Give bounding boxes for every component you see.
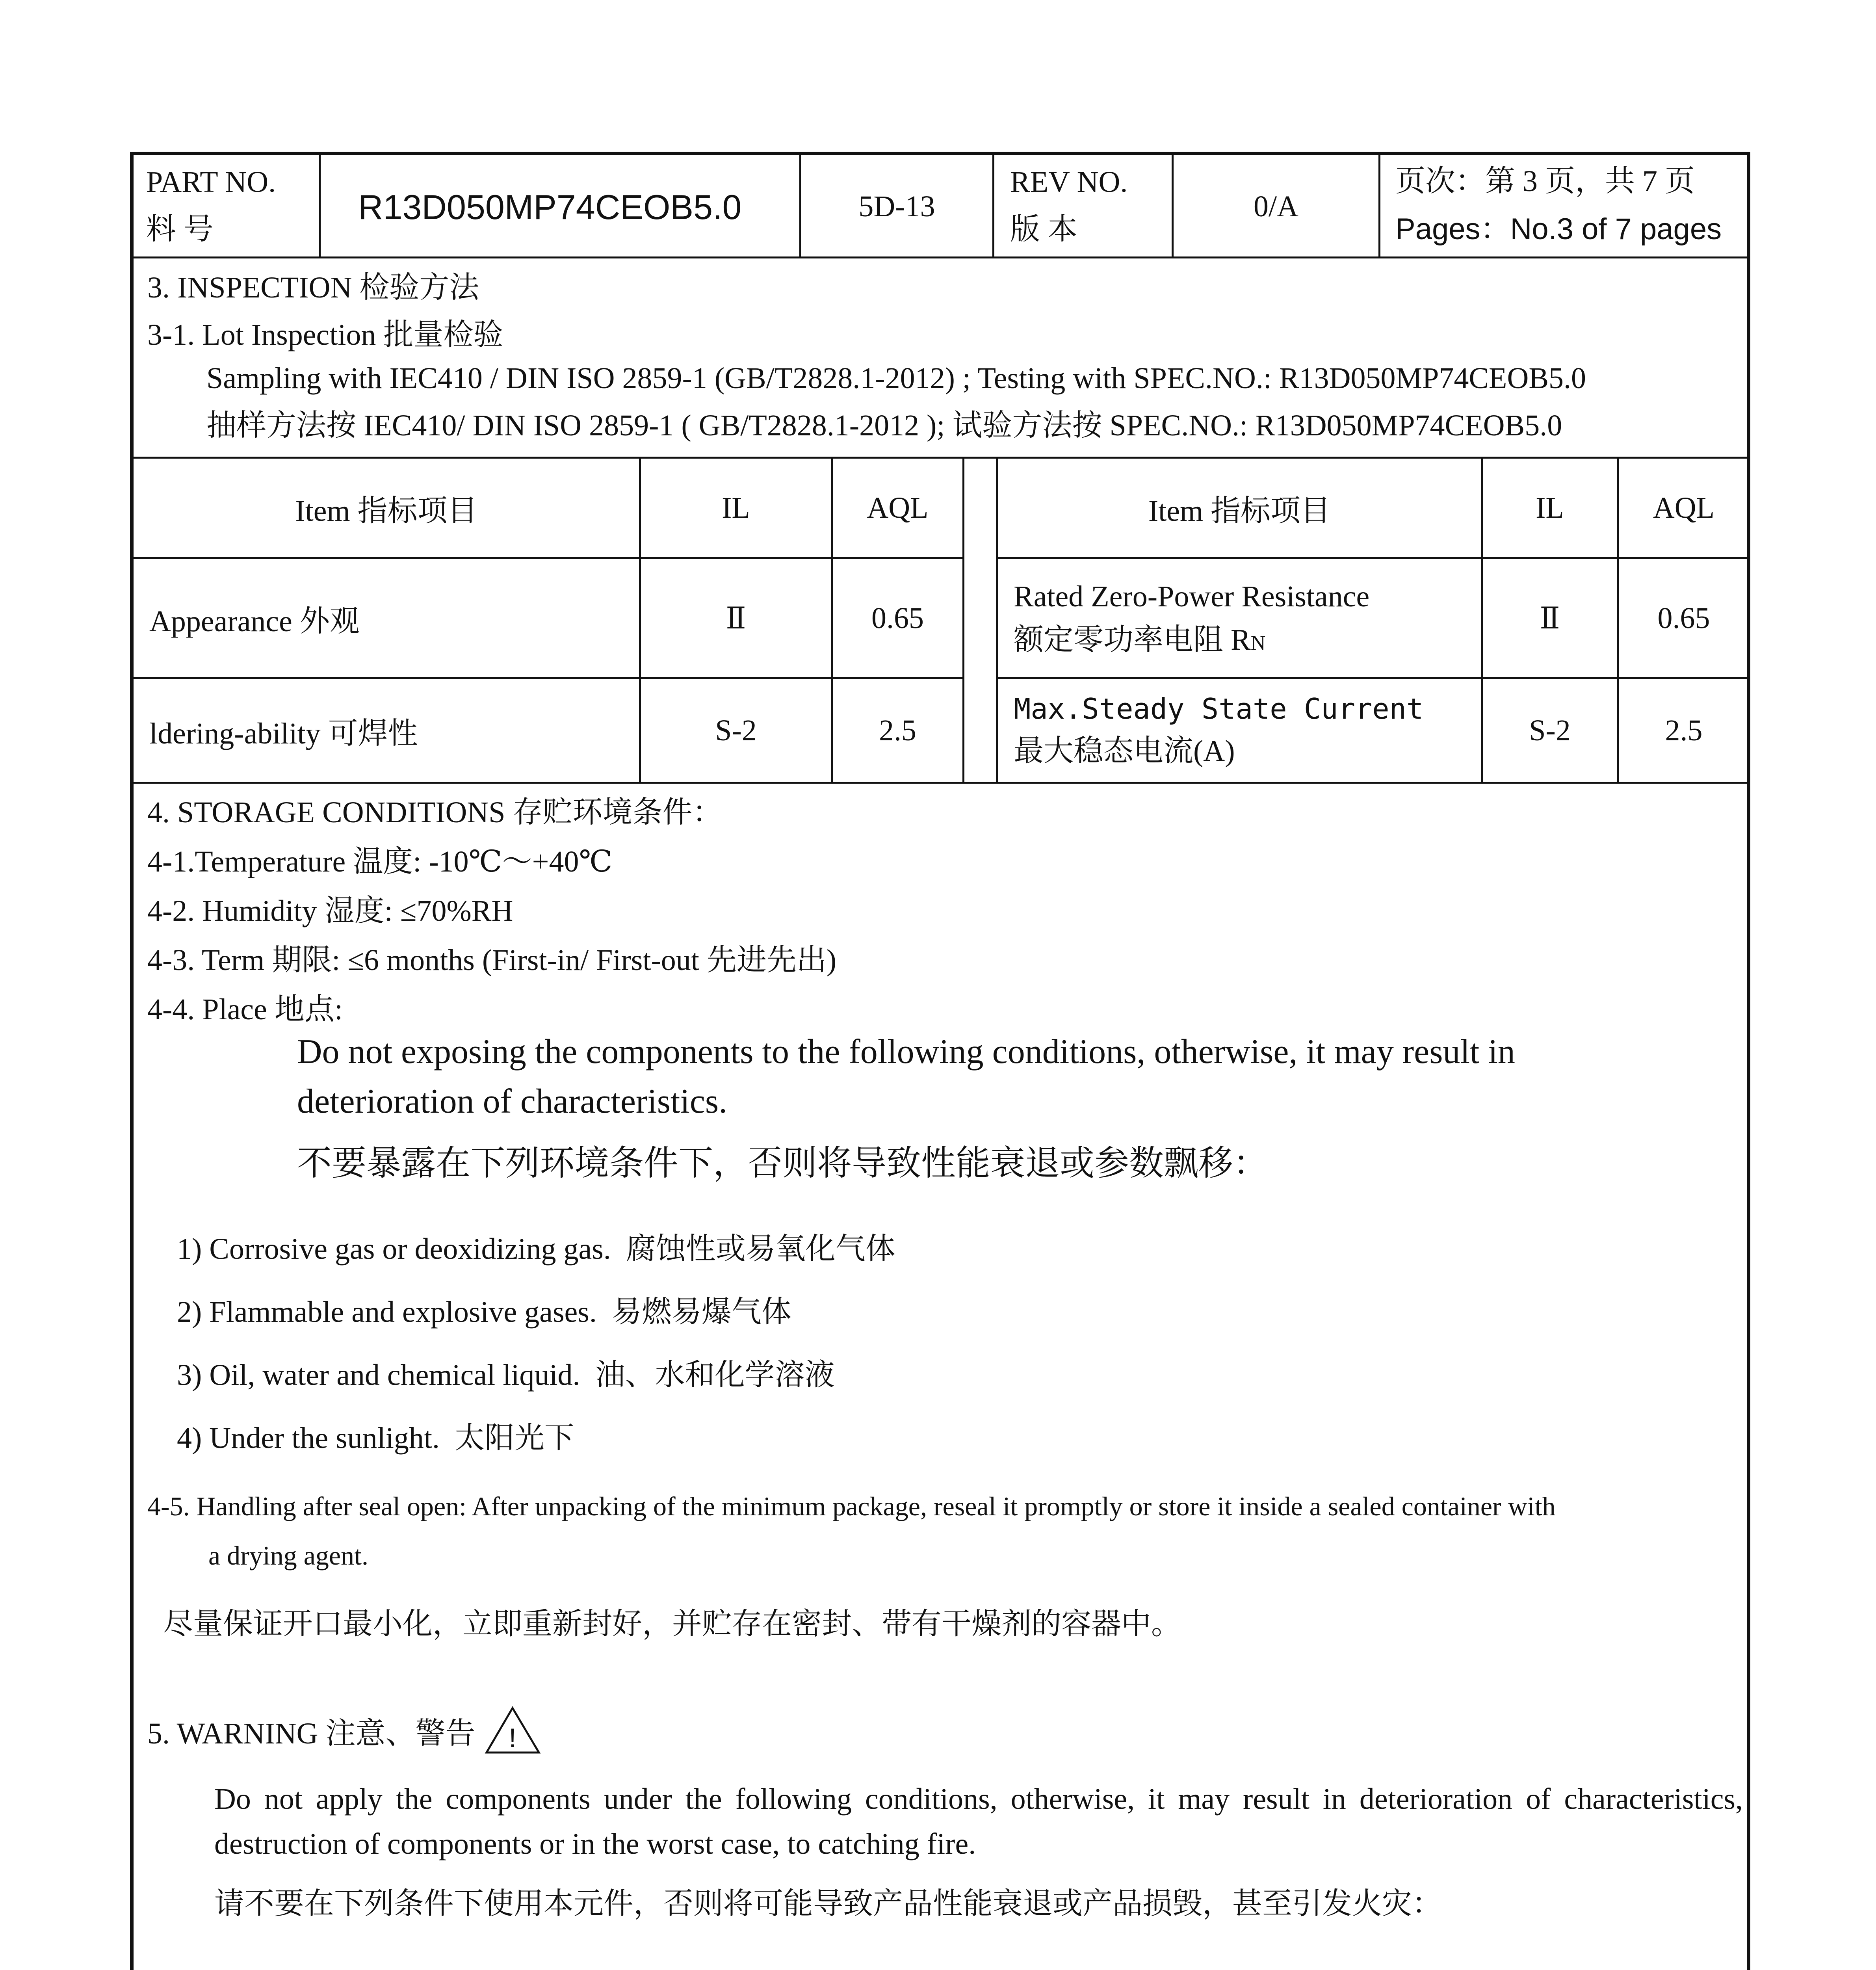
left-il-header: IL xyxy=(722,491,750,524)
handling-en-2: a drying agent. xyxy=(208,1541,368,1570)
handling-cn: 尽量保证开口最小化，立即重新封好，并贮存在密封、带有干燥剂的容器中。 xyxy=(163,1608,1181,1641)
rev-cell xyxy=(1174,155,1380,256)
table-row-aql: 0.65 xyxy=(871,601,924,635)
warning-title: 5. WARNING 注意、警告 xyxy=(147,1717,476,1750)
part-no-label-cell xyxy=(134,155,321,256)
rev-label-en: REV NO. xyxy=(1010,165,1128,199)
place-item-cn: 腐蚀性或易氧化气体 xyxy=(626,1232,895,1266)
place-item xyxy=(177,1234,895,1264)
part-no-value: R13D050MP74CEOB5.0 xyxy=(358,188,742,227)
table-row-aql: 0.65 xyxy=(1657,601,1710,635)
table-row-item: Appearance 外观 xyxy=(149,604,360,638)
item-name-en: Rated Zero-Power Resistance xyxy=(1014,580,1370,613)
table-row-item: ldering-ability 可焊性 xyxy=(149,717,418,750)
table-row-item xyxy=(998,559,1481,677)
place-item xyxy=(177,1423,574,1453)
table-row-il: S-2 xyxy=(1529,714,1571,747)
place-item-en: 3) Oil, water and chemical liquid. xyxy=(177,1359,580,1392)
right-aql-header: AQL xyxy=(1653,491,1715,524)
rev-label-cell xyxy=(994,155,1174,256)
handling-en: 4-5. Handling after seal open: After unpacking of the minimum package, reseal it promptly or store it inside a sealed container with xyxy=(147,1491,1556,1521)
place-item-en: 1) Corrosive gas or deoxidizing gas. xyxy=(177,1232,611,1266)
table-row-il: S-2 xyxy=(715,714,757,747)
item-name-en: Max.Steady State Current xyxy=(1014,692,1424,725)
place-item xyxy=(177,1297,791,1327)
place-note-en-1: Do not exposing the components to the following conditions, otherwise, it may result in xyxy=(297,1033,1515,1071)
item-name-cn-text: 额定零功率电阻 R xyxy=(1014,623,1251,656)
rev-label-cn: 版 本 xyxy=(1010,213,1077,246)
table-row-aql: 2.5 xyxy=(1665,714,1703,747)
storage-humidity: 4-2. Humidity 湿度: ≤70%RH xyxy=(147,894,513,927)
place-item-cn: 油、水和化学溶液 xyxy=(595,1359,835,1392)
doc-code-cell xyxy=(801,155,994,256)
pages-cn: 页次：第 3 页，共 7 页 xyxy=(1395,165,1695,198)
right-item-header: Item 指标项目 xyxy=(1148,494,1331,528)
inspection-table xyxy=(134,457,1747,784)
right-il-header: IL xyxy=(1536,491,1564,524)
doc-code: 5D-13 xyxy=(858,190,935,223)
storage-term: 4-3. Term 期限: ≤6 months (First-in/ First-out 先进先出) xyxy=(147,944,837,977)
inspection-title: 3. INSPECTION 检验方法 xyxy=(147,271,479,304)
warning-triangle-icon xyxy=(484,1706,541,1755)
part-no-label-en: PART NO. xyxy=(146,165,276,199)
table-row-aql: 2.5 xyxy=(879,714,916,747)
place-item-cn: 易燃易爆气体 xyxy=(611,1295,791,1329)
warning-symbol: ! xyxy=(509,1723,516,1753)
header-table xyxy=(134,155,1747,258)
left-item-header: Item 指标项目 xyxy=(295,494,477,528)
table-row-il: Ⅱ xyxy=(1540,602,1560,635)
table-row-item xyxy=(998,679,1481,782)
warning-note-en: Do not apply the components under the following conditions, otherwise, it may result in deterioration of characteristics, destruction of components or in the worst case, to catching fire. xyxy=(214,1782,1743,1860)
pages-en: Pages：No.3 of 7 pages xyxy=(1395,212,1722,246)
place-item xyxy=(177,1360,835,1390)
sampling-cn: 抽样方法按 IEC410/ DIN ISO 2859-1 ( GB/T2828.1-2012 ); 试验方法按 SPEC.NO.: R13D050MP74CEOB5.0 xyxy=(206,409,1562,442)
part-no-label-cn: 料 号 xyxy=(146,213,214,246)
place-note-en-2: deterioration of characteristics. xyxy=(297,1082,728,1121)
sampling-en: Sampling with IEC410 / DIN ISO 2859-1 (GB/T2828.1-2012) ; Testing with SPEC.NO.: R13D050MP74CEOB5.0 xyxy=(206,362,1586,395)
place-item-cn: 太阳光下 xyxy=(455,1422,575,1455)
item-name-cn: 最大稳态电流(A) xyxy=(1014,734,1235,768)
item-name-cn xyxy=(1014,618,1265,662)
storage-place: 4-4. Place 地点: xyxy=(147,993,343,1026)
lot-inspection-title: 3-1. Lot Inspection 批量检验 xyxy=(147,318,503,351)
warning-note-cn: 请不要在下列条件下使用本元件，否则将可能导致产品性能衰退或产品损毁，甚至引发火灾： xyxy=(214,1887,1442,1920)
storage-temperature: 4-1.Temperature 温度: -10℃～+40℃ xyxy=(147,845,613,878)
place-item-en: 4) Under the sunlight. xyxy=(177,1422,440,1455)
left-aql-header: AQL xyxy=(867,491,929,524)
place-item-en: 2) Flammable and explosive gases. xyxy=(177,1295,597,1329)
document-frame xyxy=(130,152,1750,1970)
pages-cell xyxy=(1380,155,1749,256)
place-note-cn: 不要暴露在下列环境条件下，否则将导致性能衰退或参数飘移： xyxy=(297,1145,1268,1183)
table-row-il: Ⅱ xyxy=(726,602,746,635)
storage-title: 4. STORAGE CONDITIONS 存贮环境条件： xyxy=(147,796,723,829)
rev-value: 0/A xyxy=(1254,190,1298,223)
part-no-cell xyxy=(321,155,801,256)
item-name-subscript: N xyxy=(1250,632,1266,654)
table-divider xyxy=(962,459,964,782)
